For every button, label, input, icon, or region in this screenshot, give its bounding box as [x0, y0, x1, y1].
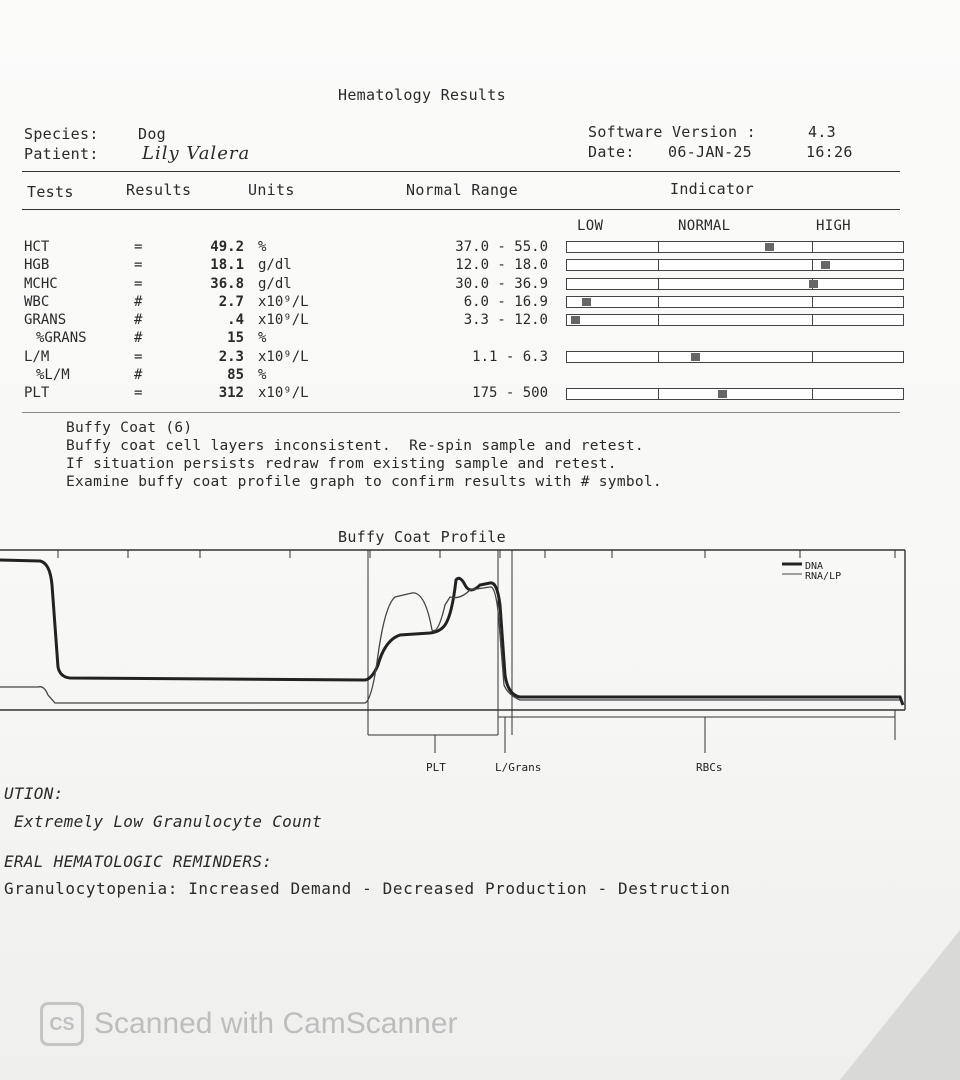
result-value: 2.7	[218, 293, 244, 310]
dna-trace	[0, 560, 903, 705]
normal-range	[408, 366, 548, 384]
camscanner-logo-icon: CS	[40, 1002, 84, 1046]
indicator-divider	[812, 389, 813, 399]
patient-name: Lily Valera	[142, 143, 251, 164]
result-unit: x10⁹/L	[258, 293, 309, 310]
software-version: 4.3	[808, 123, 836, 141]
profile-title: Buffy Coat Profile	[338, 528, 506, 546]
legend-rna-label: RNA/LP	[805, 571, 842, 582]
watermark-text: Scanned with CamScanner	[94, 1007, 458, 1040]
result-flag: =	[134, 257, 143, 274]
normal-range: 3.3 - 12.0	[463, 312, 548, 329]
indicator-marker	[809, 280, 818, 288]
normal-range: 6.0 - 16.9	[463, 293, 548, 310]
indicator-marker	[571, 316, 580, 324]
result-value: 2.3	[218, 348, 244, 365]
label-lgrans: L/Grans	[495, 761, 542, 774]
indicator-bar	[566, 241, 904, 253]
result-flag: =	[134, 385, 143, 402]
indicator-low-label: LOW	[577, 218, 604, 234]
result-flag: #	[134, 312, 143, 329]
col-indicator: Indicator	[670, 180, 754, 198]
result-value: .4	[227, 312, 244, 329]
software-label: Software Version :	[588, 123, 756, 141]
indicator-bar	[566, 314, 904, 326]
normal-range: 12.0 - 18.0	[455, 257, 548, 274]
indicator-bar	[566, 259, 904, 271]
test-name: %L/M	[36, 367, 70, 384]
indicator-marker	[718, 390, 727, 398]
indicator-marker	[691, 353, 700, 361]
result-flag: #	[134, 367, 143, 384]
species-label: Species:	[24, 125, 99, 143]
indicator-divider	[658, 297, 659, 307]
indicator-high-label: HIGH	[816, 218, 851, 234]
indicator-marker	[821, 261, 830, 269]
col-results: Results	[126, 181, 192, 199]
results-table	[24, 238, 906, 403]
indicator-bar	[566, 296, 904, 308]
result-row	[24, 293, 906, 311]
indicator-cell	[566, 275, 906, 293]
divider	[22, 171, 900, 172]
note-line: Buffy coat cell layers inconsistent. Re-spin sample and retest.	[66, 438, 644, 454]
result-value: 85	[227, 367, 244, 384]
result-unit: x10⁹/L	[258, 312, 309, 329]
col-units: Units	[248, 181, 295, 199]
indicator-cell	[566, 256, 906, 274]
result-unit: g/dl	[258, 275, 292, 292]
indicator-divider	[812, 242, 813, 252]
result-flag: =	[134, 275, 143, 292]
indicator-cell	[566, 293, 906, 311]
indicator-divider	[658, 279, 659, 289]
test-name: HCT	[24, 239, 50, 255]
result-unit: x10⁹/L	[258, 385, 309, 402]
patient-label: Patient:	[24, 145, 99, 163]
result-flag: =	[134, 239, 143, 255]
test-name: MCHC	[24, 275, 58, 292]
result-value: 312	[218, 385, 244, 402]
buffy-coat-graph	[0, 545, 960, 780]
result-row	[24, 384, 906, 402]
result-unit: %	[258, 367, 267, 384]
result-value: 18.1	[210, 257, 244, 274]
report-title: Hematology Results	[338, 86, 506, 104]
result-row	[24, 238, 906, 256]
indicator-cell	[566, 366, 906, 384]
normal-range: 30.0 - 36.9	[455, 275, 548, 292]
indicator-divider	[658, 352, 659, 362]
indicator-divider	[812, 315, 813, 325]
result-value: 49.2	[210, 239, 244, 255]
label-plt: PLT	[426, 761, 446, 774]
result-unit: x10⁹/L	[258, 348, 309, 365]
note-line: Examine buffy coat profile graph to confirm results with # symbol.	[66, 474, 662, 490]
normal-range: 37.0 - 55.0	[455, 239, 548, 255]
legend-dna-label: DNA	[805, 561, 824, 572]
indicator-divider	[658, 260, 659, 270]
graph-ticks	[58, 550, 895, 558]
normal-range	[408, 329, 548, 347]
caution-text: Extremely Low Granulocyte Count	[14, 812, 322, 831]
reminders-heading: ERAL HEMATOLOGIC REMINDERS:	[4, 852, 273, 871]
result-unit: %	[258, 330, 267, 347]
indicator-bar	[566, 351, 904, 363]
note-line: If situation persists redraw from existing sample and retest.	[66, 456, 617, 472]
result-row	[24, 311, 906, 329]
col-tests: Tests	[27, 183, 74, 201]
result-value: 36.8	[210, 275, 244, 292]
col-normal-range: Normal Range	[406, 181, 518, 199]
date-value: 06-JAN-25	[668, 143, 752, 161]
indicator-cell	[566, 238, 906, 256]
indicator-cell	[566, 348, 906, 366]
indicator-bar	[566, 388, 904, 400]
indicator-divider	[812, 352, 813, 362]
result-unit: g/dl	[258, 257, 292, 274]
result-unit: %	[258, 239, 267, 255]
label-rbcs: RBCs	[696, 761, 723, 774]
indicator-divider	[658, 242, 659, 252]
time-value: 16:26	[806, 143, 853, 161]
test-name: PLT	[24, 385, 50, 402]
result-flag: #	[134, 330, 143, 347]
result-row	[24, 348, 906, 366]
indicator-normal-label: NORMAL	[678, 218, 731, 234]
result-row	[24, 329, 906, 347]
test-name: %GRANS	[36, 330, 87, 347]
caution-heading: UTION:	[4, 784, 64, 803]
result-row	[24, 256, 906, 274]
page-curl	[840, 930, 960, 1080]
result-flag: =	[134, 348, 143, 365]
normal-range: 175 - 500	[472, 385, 548, 402]
species-value: Dog	[138, 125, 166, 143]
camscanner-watermark	[40, 1002, 458, 1046]
test-name: HGB	[24, 257, 50, 274]
indicator-cell	[566, 329, 906, 347]
indicator-marker	[765, 243, 774, 251]
date-label: Date:	[588, 143, 635, 161]
indicator-divider	[812, 260, 813, 270]
result-row	[24, 366, 906, 384]
divider	[22, 209, 900, 210]
test-name: WBC	[24, 293, 50, 310]
result-value: 15	[227, 330, 244, 347]
indicator-divider	[658, 389, 659, 399]
indicator-cell	[566, 384, 906, 402]
test-name: L/M	[24, 348, 50, 365]
note-line: Buffy Coat (6)	[66, 420, 193, 436]
indicator-divider	[658, 315, 659, 325]
reminders-text: Granulocytopenia: Increased Demand - Decreased Production - Destruction	[4, 879, 731, 898]
divider	[22, 412, 900, 413]
rna-lp-trace	[0, 587, 900, 703]
result-row	[24, 275, 906, 293]
indicator-marker	[582, 298, 591, 306]
indicator-divider	[812, 297, 813, 307]
indicator-bar	[566, 278, 904, 290]
test-name: GRANS	[24, 312, 67, 329]
indicator-cell	[566, 311, 906, 329]
result-flag: #	[134, 293, 143, 310]
normal-range: 1.1 - 6.3	[472, 348, 548, 365]
